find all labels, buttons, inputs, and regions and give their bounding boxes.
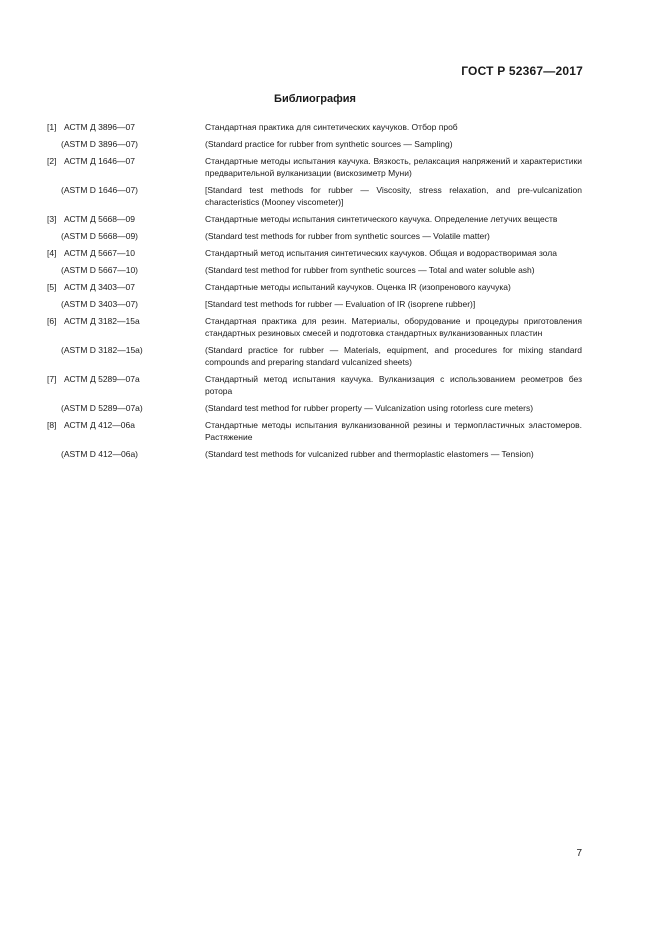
reference-designation: (ASTM D 3182—15a) <box>61 345 143 355</box>
reference-number: [4] <box>47 248 57 258</box>
reference-code <box>47 448 205 460</box>
reference-title: Стандартный метод испытания синтетических каучуков. Общая и водорастворимая зола <box>205 248 557 258</box>
page-title: Библиография <box>274 93 356 105</box>
reference-number: [3] <box>47 214 57 224</box>
reference-title: Стандартные методы испытания каучука. Вязкость, релаксация напряжений и характеристики предварительной вулканизации (вискозиметр Муни) <box>205 156 582 178</box>
reference-designation: (ASTM D 412—06a) <box>61 449 138 459</box>
bibliography-list <box>47 121 582 465</box>
reference-code <box>47 247 205 259</box>
reference-designation: АСТМ Д 1646—07 <box>64 156 135 166</box>
reference-designation: АСТМ Д 3182—15а <box>64 316 140 326</box>
reference-number: [2] <box>47 156 57 166</box>
reference-number: [8] <box>47 420 57 430</box>
reference-code <box>47 419 205 443</box>
reference-designation: АСТМ Д 412—06а <box>64 420 135 430</box>
reference-designation: АСТМ Д 3403—07 <box>64 282 135 292</box>
reference-designation: (ASTM D 3403—07) <box>61 299 138 309</box>
bibliography-entry <box>47 315 582 339</box>
bibliography-entry <box>47 281 582 293</box>
reference-code <box>47 373 205 397</box>
reference-number: [5] <box>47 282 57 292</box>
reference-title: (Standard test method for rubber from synthetic sources — Total and water soluble ash) <box>205 265 535 275</box>
reference-designation: (ASTM D 5668—09) <box>61 231 138 241</box>
reference-designation: АСТМ Д 3896—07 <box>64 122 135 132</box>
reference-title: Стандартные методы испытания синтетического каучука. Определение летучих веществ <box>205 214 558 224</box>
bibliography-entry <box>47 138 582 150</box>
reference-title: Стандартные методы испытаний каучуков. Оценка IR (изопренового каучука) <box>205 282 511 292</box>
reference-title: [Standard test methods for rubber — Viscosity, stress relaxation, and pre-vulcanization characteristics (Mooney viscometer)] <box>205 185 582 207</box>
reference-code <box>47 155 205 179</box>
reference-title: Стандартная практика для синтетических каучуков. Отбор проб <box>205 122 458 132</box>
reference-code <box>47 402 205 414</box>
bibliography-entry <box>47 298 582 310</box>
bibliography-entry <box>47 155 582 179</box>
reference-code <box>47 184 205 208</box>
bibliography-entry <box>47 373 582 397</box>
reference-title: (Standard practice for rubber — Materials, equipment, and procedures for mixing standard compounds and preparing standard vulcanized sheets) <box>205 345 582 367</box>
bibliography-entry <box>47 213 582 225</box>
reference-designation: (ASTM D 5667—10) <box>61 265 138 275</box>
reference-designation: (ASTM D 1646—07) <box>61 185 138 195</box>
bibliography-entry <box>47 184 582 208</box>
bibliography-entry <box>47 402 582 414</box>
bibliography-entry <box>47 264 582 276</box>
reference-code <box>47 344 205 368</box>
document-code: ГОСТ Р 52367—2017 <box>461 64 583 78</box>
reference-designation: (ASTM D 3896—07) <box>61 139 138 149</box>
bibliography-entry <box>47 247 582 259</box>
reference-title: Стандартная практика для резин. Материалы, оборудование и процедуры приготовления стандартных резиновых смесей и подготовка стандартных вулканизованных пластин <box>205 316 582 338</box>
reference-title: Стандартные методы испытания вулканизованной резины и термопластичных эластомеров. Растяжение <box>205 420 582 442</box>
reference-number: [1] <box>47 122 57 132</box>
reference-number: [6] <box>47 316 57 326</box>
reference-title: (Standard test methods for rubber from synthetic sources — Volatile matter) <box>205 231 490 241</box>
reference-code <box>47 315 205 339</box>
reference-designation: АСТМ Д 5289—07а <box>64 374 140 384</box>
reference-code <box>47 281 205 293</box>
reference-code <box>47 230 205 242</box>
reference-title: [Standard test methods for rubber — Evaluation of IR (isoprene rubber)] <box>205 299 476 309</box>
bibliography-entry <box>47 448 582 460</box>
reference-designation: АСТМ Д 5667—10 <box>64 248 135 258</box>
reference-code <box>47 264 205 276</box>
reference-title: (Standard practice for rubber from synthetic sources — Sampling) <box>205 139 453 149</box>
page-number: 7 <box>576 848 582 859</box>
reference-code <box>47 298 205 310</box>
reference-code <box>47 121 205 133</box>
reference-designation: АСТМ Д 5668—09 <box>64 214 135 224</box>
reference-title: (Standard test methods for vulcanized rubber and thermoplastic elastomers — Tension) <box>205 449 534 459</box>
reference-code <box>47 138 205 150</box>
reference-number: [7] <box>47 374 57 384</box>
bibliography-entry <box>47 230 582 242</box>
reference-title: Стандартный метод испытания каучука. Вулканизация с использованием реометров без ротора <box>205 374 582 396</box>
bibliography-entry <box>47 121 582 133</box>
reference-designation: (ASTM D 5289—07a) <box>61 403 143 413</box>
bibliography-entry <box>47 344 582 368</box>
bibliography-entry <box>47 419 582 443</box>
reference-title: (Standard test method for rubber property — Vulcanization using rotorless cure meters) <box>205 403 534 413</box>
reference-code <box>47 213 205 225</box>
